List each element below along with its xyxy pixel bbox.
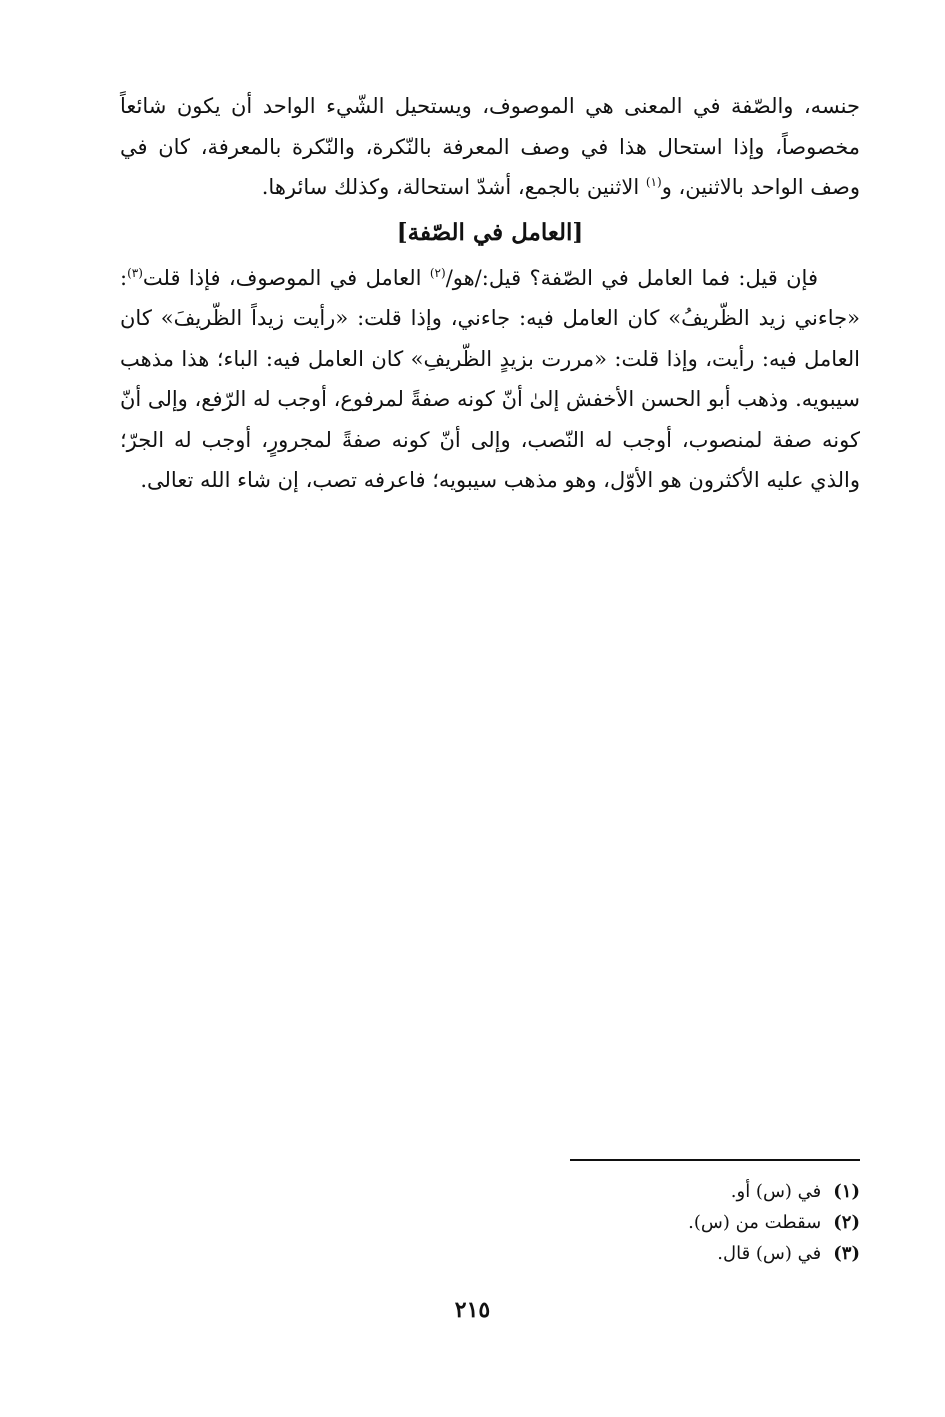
footnote-text: في (س) أو. bbox=[730, 1181, 822, 1202]
footnote-number: (٣) bbox=[833, 1243, 860, 1264]
footnote-ref-3: (٣) bbox=[127, 265, 143, 280]
footnote-item bbox=[460, 1238, 860, 1269]
footnote-item bbox=[460, 1207, 860, 1238]
footnote-number: (٢) bbox=[833, 1212, 860, 1233]
footnotes bbox=[460, 1176, 860, 1269]
paragraph-1 bbox=[120, 86, 860, 208]
main-text bbox=[120, 86, 860, 501]
footnote-item bbox=[460, 1176, 860, 1207]
footnote-text: في (س) قال. bbox=[717, 1243, 822, 1264]
paragraph-2-part-b: العامل في الموصوف، فإذا قلت bbox=[142, 265, 430, 290]
footnote-text: سقطت من (س). bbox=[688, 1212, 822, 1233]
footnote-number: (١) bbox=[833, 1181, 860, 1202]
page-number: ٢١٥ bbox=[454, 1297, 491, 1323]
paragraph-1-text: جنسه، والصّفة في المعنى هي الموصوف، ويستحيل الشّيء الواحد أن يكون شائعاً مخصوصاً، وإذا استحال هذا في وصف المعرفة بالنّكرة، والنّكرة بالمعرفة، كان في وصف الواحد بالاثنين، و bbox=[120, 94, 860, 199]
paragraph-2 bbox=[120, 258, 860, 501]
paragraph-2-part-c: : «جاءني زيد الظّريفُ» كان العامل فيه: جاءني، وإذا قلت: «رأيت زيداً الظّريفَ» كان العامل فيه: رأيت، وإذا قلت: «مررت بزيدٍ الظّريفِ» كان العامل فيه: الباء؛ هذا مذهب سيبويه. وذهب أبو الحسن الأخفش إلىٰ أنّ كونه صفةً لمرفوع، أوجب له الرّفع، وإلى أنّ كونه صفة لمنصوب، أوجب له النّصب، وإلى أنّ كونه صفةً لمجرورٍ، أوجب له الجرّ؛ والذي عليه الأكثرون هو الأوّل، وهو مذهب سيبويه؛ فاعرفه تصب، إن شاء الله تعالى. bbox=[120, 265, 860, 492]
footnote-ref-1: (١) bbox=[645, 175, 662, 189]
paragraph-1-end: الاثنين بالجمع، أشدّ استحالة، وكذلك سائرها. bbox=[261, 175, 646, 199]
footnote-ref-2: (٢) bbox=[429, 265, 446, 280]
footnote-divider bbox=[570, 1159, 860, 1161]
section-heading: [العامل في الصّفة] bbox=[396, 218, 584, 246]
paragraph-2-part-a: فإن قيل: فما العامل في الصّفة؟ قيل:/هو/ bbox=[445, 265, 818, 290]
